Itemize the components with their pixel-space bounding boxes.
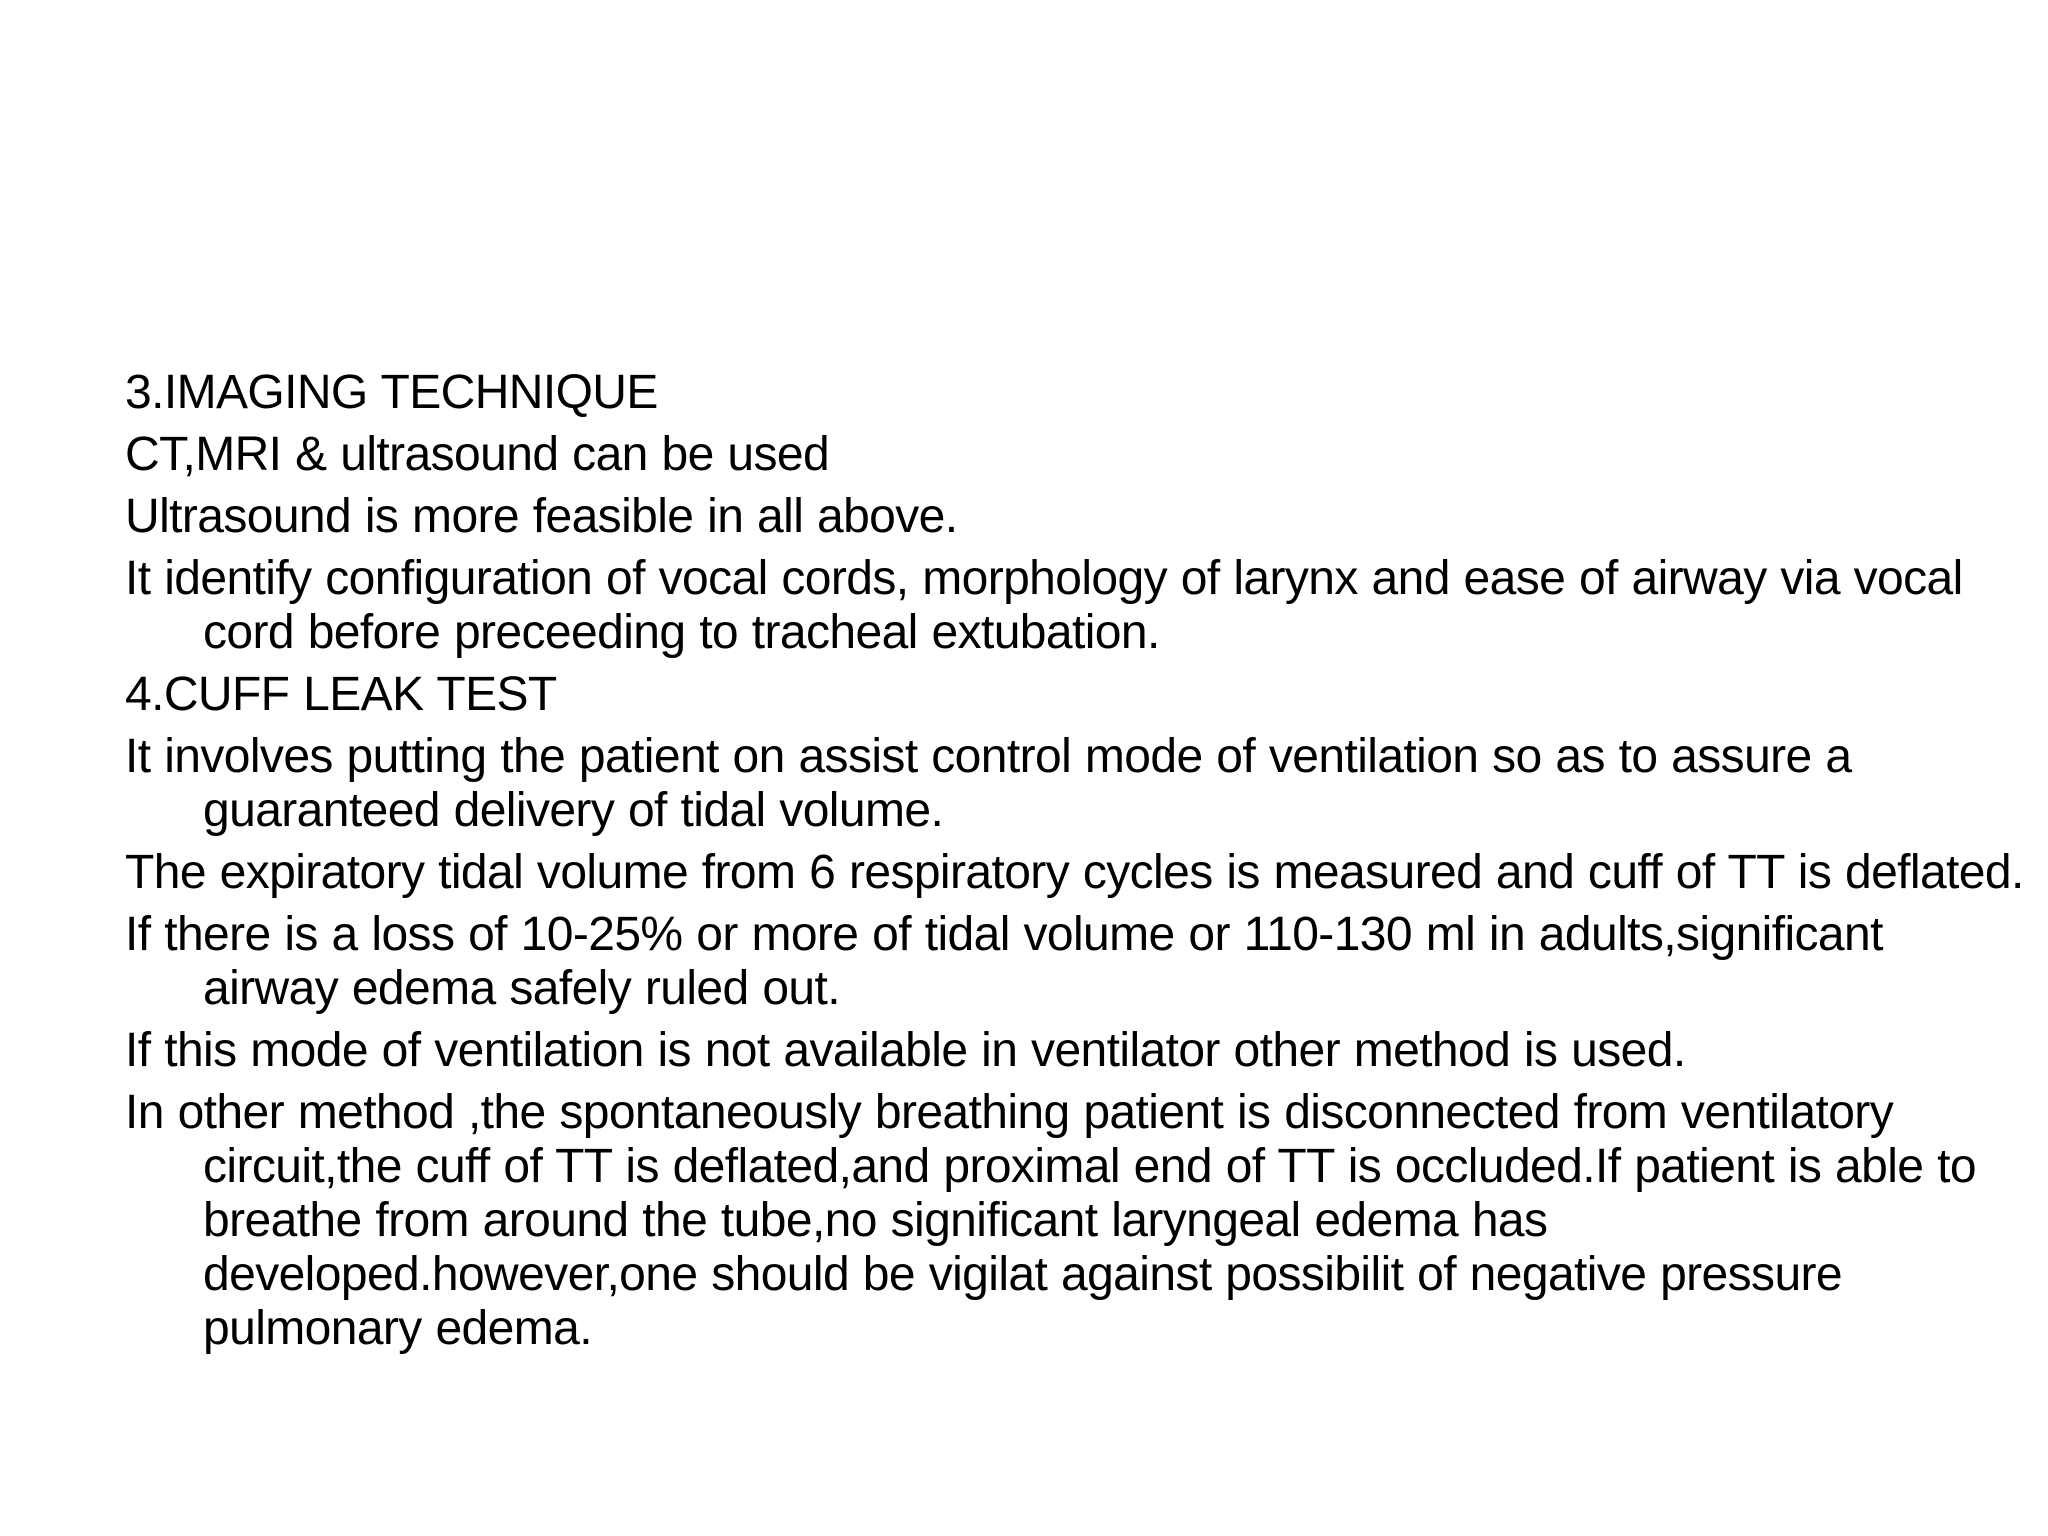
section-heading-imaging-technique: 3.IMAGING TECHNIQUE [125, 366, 658, 419]
text-line: In other method ,the spontaneously breathing patient is disconnected from ventilatory circuit,the cuff of TT is deflated,and proximal end of TT is occluded.If patient is able to breathe from around the tube,no significant laryngeal edema has developed.however,one should be vigilat against possibilit of negative pressure pulmonary edema. [125, 1086, 1990, 1355]
text-line: It identify configuration of vocal cords, morphology of larynx and ease of airway via vocal cord before preceeding to tracheal extubation. [125, 552, 1977, 659]
text-line: CT,MRI & ultrasound can be used [125, 428, 830, 481]
text-line: If this mode of ventilation is not available in ventilator other method is used. [125, 1024, 1686, 1077]
text-line: If there is a loss of 10-25% or more of tidal volume or 110-130 ml in adults,significant airway edema safely ruled out. [125, 908, 1897, 1015]
text-line: It involves putting the patient on assist control mode of ventilation so as to assure a guaranteed delivery of tidal volume. [125, 730, 1866, 837]
text-line: Ultrasound is more feasible in all above. [125, 490, 958, 543]
text-line: The expiratory tidal volume from 6 respiratory cycles is measured and cuff of TT is deflated. [125, 846, 2024, 899]
section-heading-cuff-leak-test: 4.CUFF LEAK TEST [125, 668, 557, 721]
slide-body [125, 366, 2025, 1364]
